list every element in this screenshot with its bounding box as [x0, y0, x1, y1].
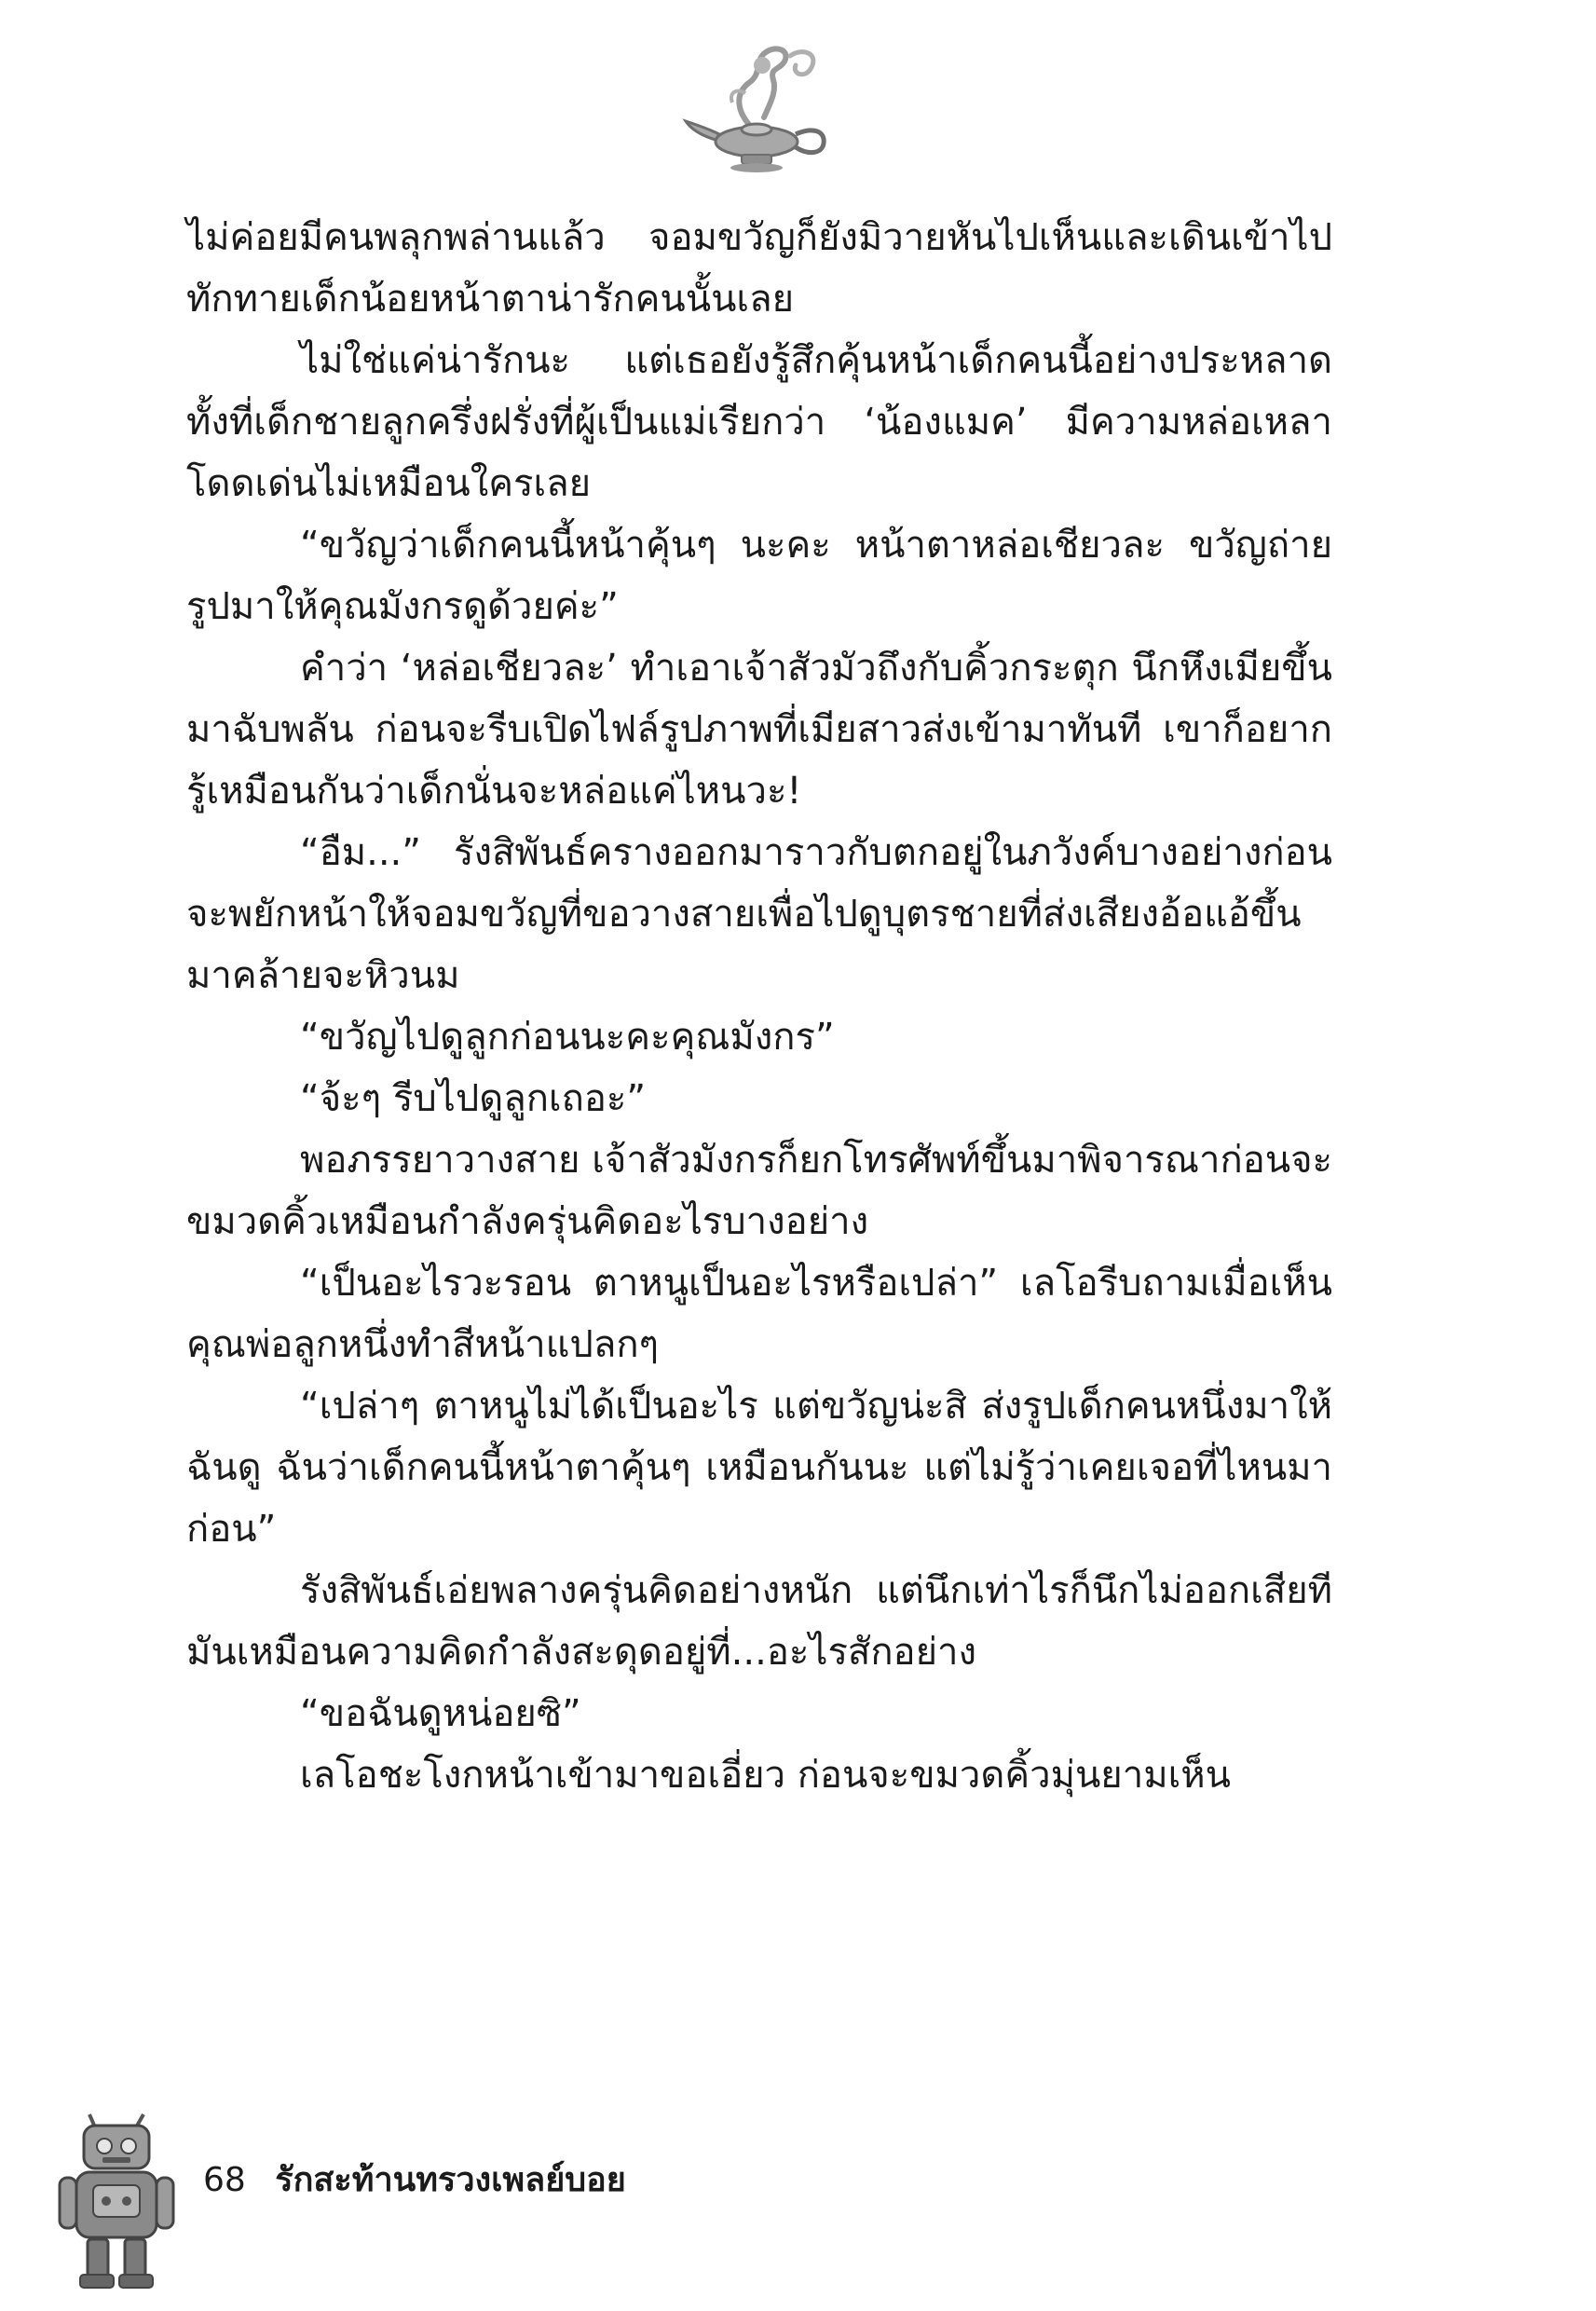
book-title: รักสะท้านทรวงเพลย์บอย [275, 2161, 626, 2199]
paragraph: “ขวัญไปดูลูกก่อนนะคะคุณมังกร” [300, 1016, 835, 1059]
body-text [186, 207, 1332, 1806]
paragraph: “อืม...” รังสิพันธ์ครางออกมาราวกับตกอยู่ในภวังค์บางอย่างก่อนจะพยักหน้าให้จอมขวัญที่ขอวางสายเพื่อไปดูบุตรชายที่ส่งเสียงอ้อแอ้ขึ้นมาคล้ายจะหิวนม [186, 831, 1332, 997]
page-footer [203, 2160, 626, 2201]
paragraph: คำว่า ‘หล่อเชียวละ’ ทำเอาเจ้าสัวมัวถึงกับคิ้วกระตุก นึกหึงเมียขึ้นมาฉับพลัน ก่อนจะรีบเปิดไฟล์รูปภาพที่เมียสาวส่งเข้ามาทันที เขาก็อยากรู้เหมือนกันว่าเด็กนั่นจะหล่อแค่ไหนวะ! [186, 647, 1332, 813]
paragraph: “เปล่าๆ ตาหนูไม่ได้เป็นอะไร แต่ขวัญน่ะสิ ส่งรูปเด็กคนหนึ่งมาให้ฉันดู ฉันว่าเด็กคนนี้หน้าตาคุ้นๆ เหมือนกันนะ แต่ไม่รู้ว่าเคยเจอที่ไหนมาก่อน” [186, 1385, 1332, 1551]
paragraph: ไม่ใช่แค่น่ารักนะ แต่เธอยังรู้สึกคุ้นหน้าเด็กคนนี้อย่างประหลาด ทั้งที่เด็กชายลูกครึ่งฝรั่งที่ผู้เป็นแม่เรียกว่า ‘น้องแมค’ มีความหล่อเหลาโดดเด่นไม่เหมือนใครเลย [186, 339, 1332, 505]
paragraph: “ขวัญว่าเด็กคนนี้หน้าคุ้นๆ นะคะ หน้าตาหล่อเชียวละ ขวัญถ่ายรูปมาให้คุณมังกรดูด้วยค่ะ” [186, 524, 1332, 628]
paragraph: รังสิพันธ์เอ่ยพลางครุ่นคิดอย่างหนัก แต่นึกเท่าไรก็นึกไม่ออกเสียที มันเหมือนความคิดกำลังสะดุดอยู่ที่...อะไรสักอย่าง [186, 1569, 1332, 1674]
paragraph: เลโอชะโงกหน้าเข้ามาขอเอี่ยว ก่อนจะขมวดคิ้วมุ่นยามเห็น [300, 1754, 1231, 1797]
paragraph: “ขอฉันดูหน่อยซิ” [300, 1692, 581, 1735]
paragraph: “เป็นอะไรวะรอน ตาหนูเป็นอะไรหรือเปล่า” เลโอรีบถามเมื่อเห็นคุณพ่อลูกหนึ่งทำสีหน้าแปลกๆ [186, 1262, 1332, 1366]
robot-icon [56, 2111, 177, 2297]
magic-lamp-genie-icon [680, 37, 839, 177]
paragraph: พอภรรยาวางสาย เจ้าสัวมังกรก็ยกโทรศัพท์ขึ้นมาพิจารณาก่อนจะขมวดคิ้วเหมือนกำลังครุ่นคิดอะไรบางอย่าง [186, 1139, 1332, 1243]
paragraph: “จ้ะๆ รีบไปดูลูกเถอะ” [300, 1077, 647, 1120]
paragraph: ไม่ค่อยมีคนพลุกพล่านแล้ว จอมขวัญก็ยังมิวายหันไปเห็นและเดินเข้าไปทักทายเด็กน้อยหน้าตาน่ารักคนนั้นเลย [186, 216, 1332, 321]
page-number: 68 [203, 2161, 246, 2199]
